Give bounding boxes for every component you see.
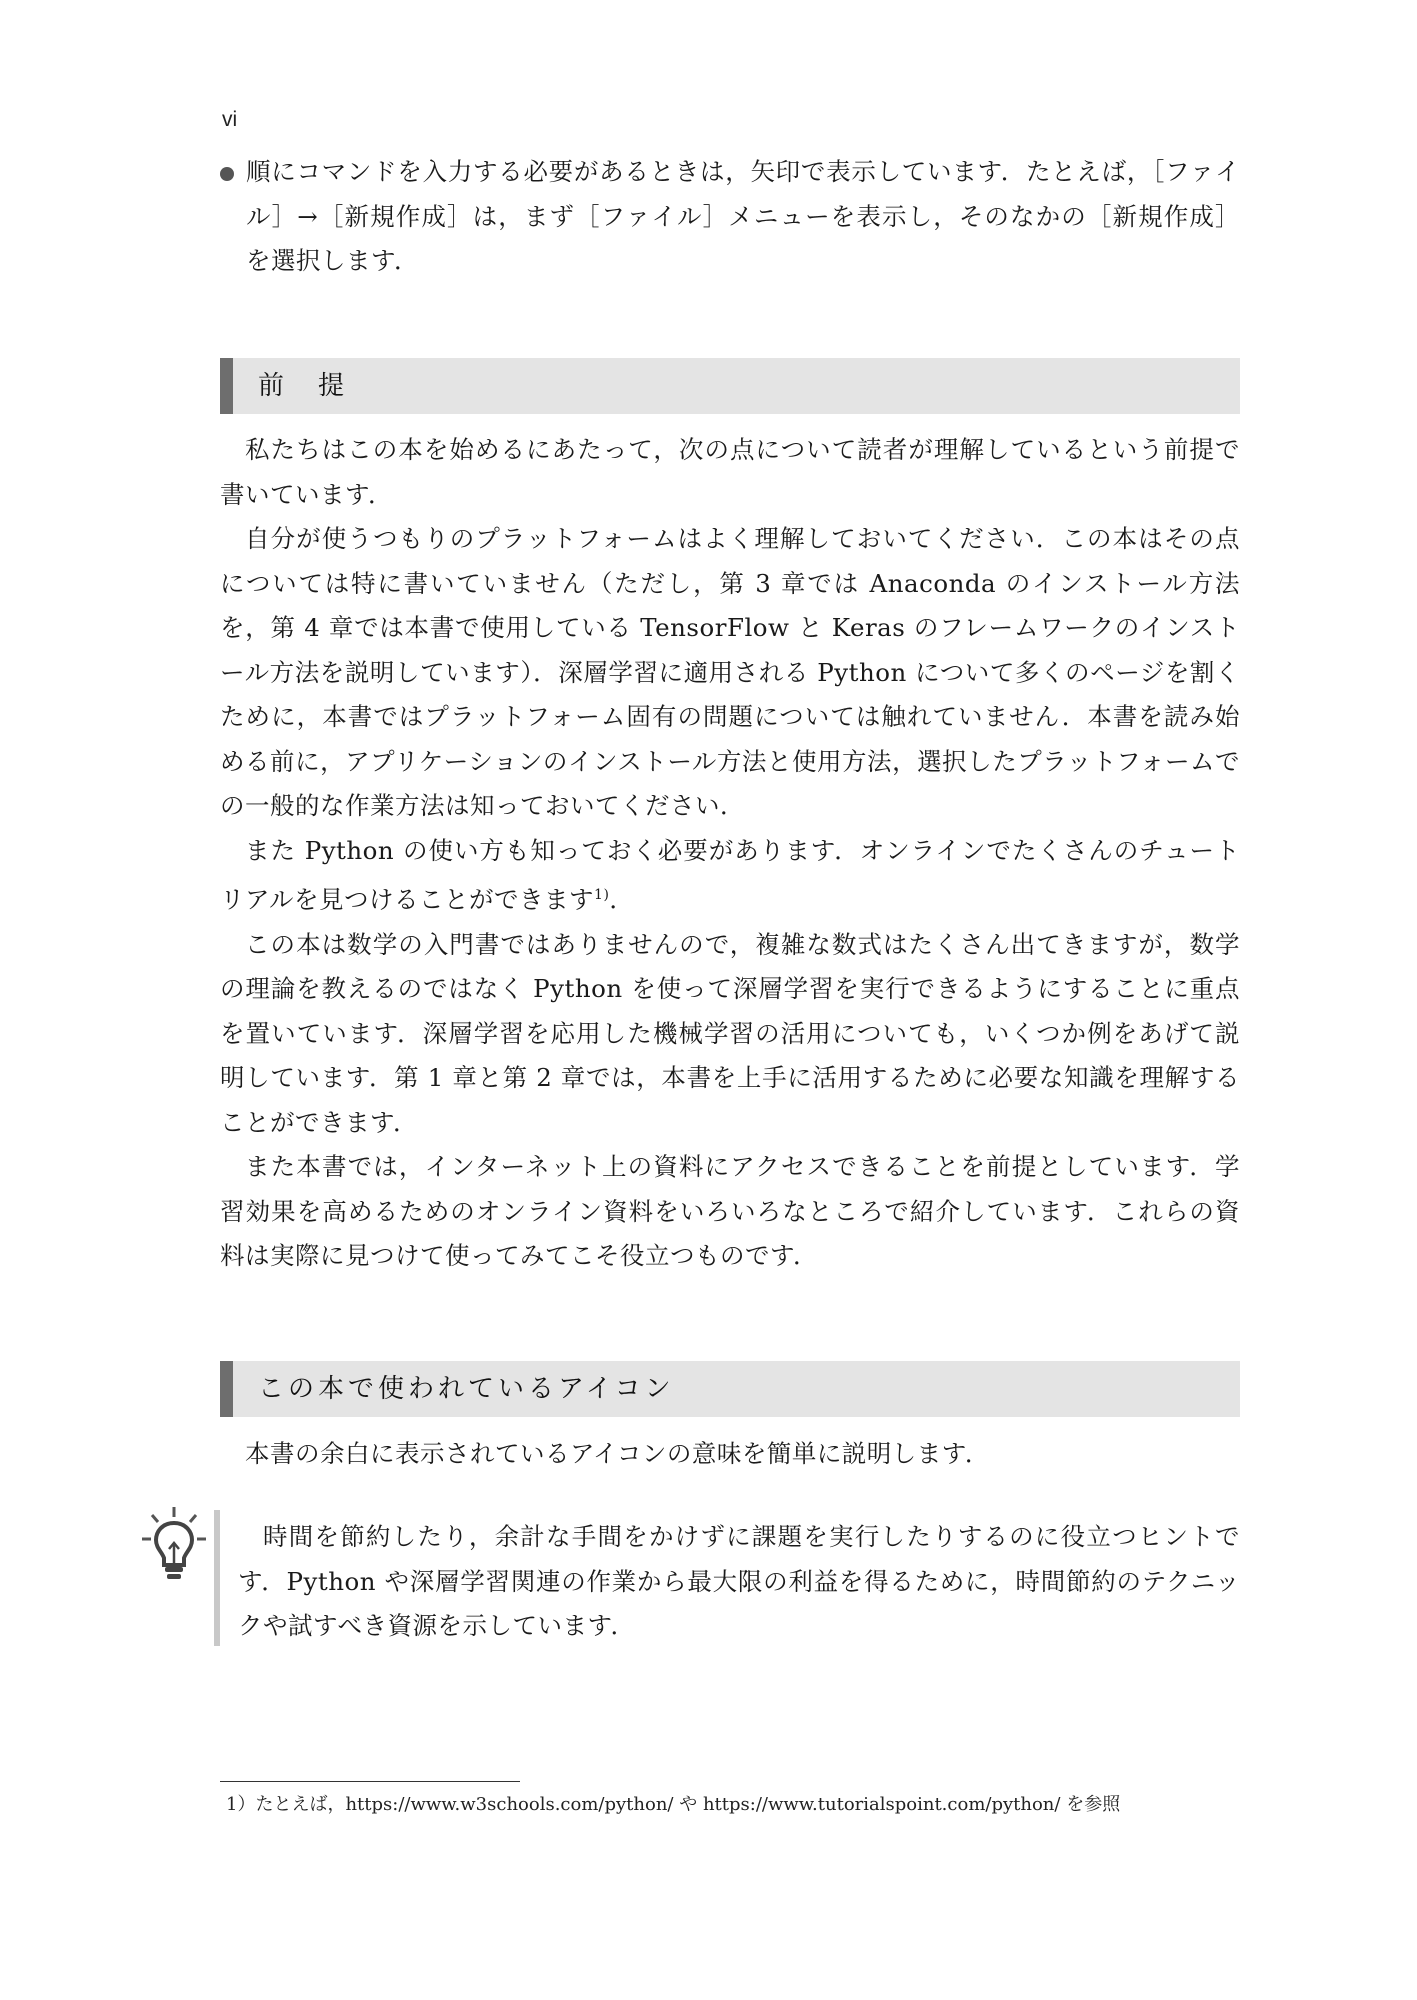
footnote: 1）たとえば，https://www.w3schools.com/python/ や https://www.tutorialspoint.com/python/ を参照 [226, 1794, 1121, 1815]
lightbulb-icon [140, 1505, 208, 1585]
premise-paragraph-5: また本書では，インターネット上の資料にアクセスできることを前提としています．学習効果を高めるためのオンライン資料をいろいろなところで紹介しています．これらの資料は実際に見つけて使ってみてこそ役立つものです． [220, 1152, 1240, 1271]
premise-paragraph-3-text: また Python の使い方も知っておく必要があります．オンラインでたくさんのチュートリアルを見つけることができます [220, 835, 1240, 915]
premise-paragraph-1: 私たちはこの本を始めるにあたって，次の点について読者が理解しているという前提で書いています． [220, 435, 1240, 509]
tip-text: 時間を節約したり，余計な手間をかけずに課題を実行したりするのに役立つヒントです．Python や深層学習関連の作業から最大限の利益を得るために，時間節約のテクニックや試すべき資源を示しています． [238, 1522, 1240, 1640]
bullet-item [220, 150, 1240, 284]
icons-intro-block [220, 1432, 1240, 1477]
premise-paragraph-4: この本は数学の入門書ではありませんので，複雑な数式はたくさん出てきますが，数学の理論を教えるのではなく Python を使って深層学習を実行できるようにすることに重点を置いています．深層学習を応用した機械学習の活用についても，いくつか例をあげて説明しています．第 1 章と第 2 章では，本書を上手に活用するために必要な知識を理解することができます． [220, 929, 1240, 1137]
premise-paragraph-3-end: ． [609, 885, 635, 915]
premise-paragraph-2: 自分が使うつもりのプラットフォームはよく理解しておいてください．この本はその点については特に書いていません（ただし，第 3 章では Anaconda のインストール方法を，第 4 章では本書で使用している TensorFlow と Keras のフレームワークのインストール方法を説明しています）．深層学習に適用される Python について多くのページを割くために，本書ではプラットフォーム固有の問題については触れていません．本書を読み始める前に，アプリケーションのインストール方法と使用方法，選択したプラットフォームでの一般的な作業方法は知っておいてください． [220, 524, 1240, 820]
section-title-icons: この本で使われているアイコン [258, 1374, 675, 1404]
tip-side-bar [214, 1510, 220, 1646]
section-header-icons [220, 1361, 1240, 1417]
icons-intro: 本書の余白に表示されているアイコンの意味を簡単に説明します． [245, 1439, 990, 1468]
bullet-text: 順にコマンドを入力する必要があるときは，矢印で表示しています．たとえば，［ファイル］→［新規作成］は，まず［ファイル］メニューを表示し，そのなかの［新規作成］を選択します． [246, 157, 1240, 275]
tip-block [238, 1515, 1240, 1649]
bullet-dot-icon [220, 167, 234, 181]
footnote-reference: 1) [594, 887, 610, 903]
footnote-rule [220, 1781, 520, 1782]
section-header-bar [220, 1361, 233, 1417]
premise-paragraph-3 [220, 829, 1240, 923]
page-number: vi [222, 108, 238, 131]
section-header-bar [220, 358, 233, 414]
section-title-premise: 前 提 [258, 371, 349, 401]
premise-body [220, 428, 1240, 1279]
section-header-premise [220, 358, 1240, 414]
